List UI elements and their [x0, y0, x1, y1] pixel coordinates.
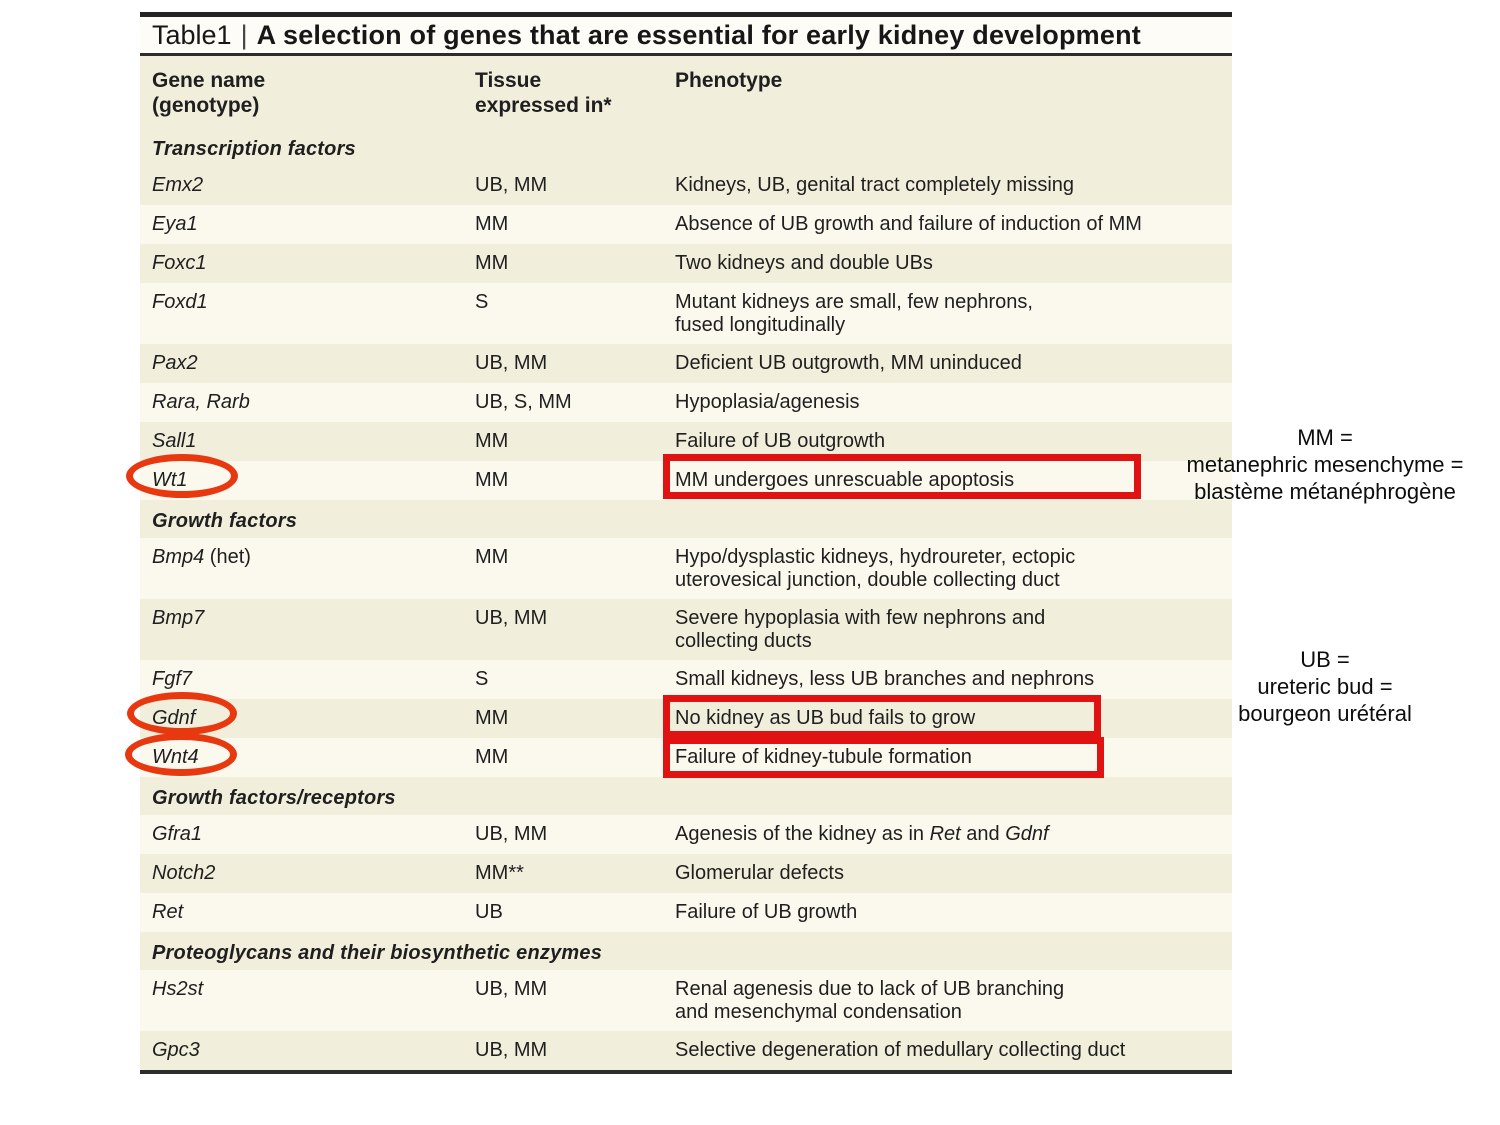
- phenotype-line: Severe hypoplasia with few nephrons and: [675, 607, 1046, 629]
- gene-name-cell: Hs2st: [152, 978, 204, 1000]
- tissue-cell: S: [475, 291, 489, 313]
- note-line: UB =: [1300, 647, 1350, 672]
- gene-row: [140, 538, 1232, 599]
- phenotype-cell: [663, 607, 1232, 653]
- gene-name-cell: Gpc3: [152, 1039, 200, 1061]
- phenotype-cell: [663, 291, 1232, 337]
- gene-row: [140, 815, 1232, 854]
- tissue-cell: UB, MM: [475, 1039, 548, 1061]
- tissue-cell: UB, MM: [475, 352, 548, 374]
- phenotype-line: Hypoplasia/agenesis: [675, 391, 860, 413]
- phenotype-cell: [663, 978, 1232, 1024]
- gene-row: [140, 738, 1232, 777]
- phenotype-line: Renal agenesis due to lack of UB branching: [675, 978, 1065, 1000]
- column-header-gene-name: [140, 68, 463, 118]
- phenotype-line: Absence of UB growth and failure of induction of MM: [675, 213, 1142, 235]
- title-separator: |: [240, 20, 248, 50]
- phenotype-line: uterovesical junction, double collecting duct: [675, 569, 1060, 591]
- gene-name-cell: Emx2: [152, 174, 204, 196]
- phenotype-cell: [663, 546, 1232, 592]
- gene-name-cell: Gfra1: [152, 823, 203, 845]
- tissue-cell: S: [475, 668, 489, 690]
- section-label: Growth factors/receptors: [152, 787, 396, 809]
- phenotype-line: No kidney as UB bud fails to grow: [675, 707, 976, 729]
- header-line: Phenotype: [675, 69, 783, 92]
- tissue-cell: MM: [475, 213, 509, 235]
- gene-row: [140, 854, 1232, 893]
- section-header-row: [140, 500, 1232, 538]
- phenotype-line: Mutant kidneys are small, few nephrons,: [675, 291, 1033, 313]
- table-number-label: Table1: [152, 20, 232, 50]
- gene-name-cell: Sall1: [152, 430, 197, 452]
- tissue-cell: UB: [475, 901, 503, 923]
- gene-name-cell: Pax2: [152, 352, 198, 374]
- gene-name-cell: Rara, Rarb: [152, 391, 250, 413]
- gene-row: [140, 893, 1232, 932]
- tissue-cell: MM: [475, 746, 509, 768]
- table-title-text: A selection of genes that are essential for early kidney development: [256, 20, 1141, 50]
- column-header-tissue: [463, 68, 663, 118]
- table-rows: [140, 128, 1232, 1070]
- gene-name-cell: Wt1: [152, 469, 188, 491]
- phenotype-line: MM undergoes unrescuable apoptosis: [675, 469, 1015, 491]
- gene-row: [140, 699, 1232, 738]
- phenotype-line: Selective degeneration of medullary collecting duct: [675, 1039, 1126, 1061]
- header-line: expressed in*: [475, 94, 612, 117]
- phenotype-line: Deficient UB outgrowth, MM uninduced: [675, 352, 1022, 374]
- tissue-cell: UB, MM: [475, 607, 548, 629]
- gene-row: [140, 283, 1232, 344]
- gene-name-cell: Eya1: [152, 213, 198, 235]
- gene-name-cell: Foxd1: [152, 291, 208, 313]
- phenotype-cell: [663, 352, 1232, 375]
- table-title-band: [140, 17, 1232, 56]
- phenotype-cell: [663, 1039, 1232, 1062]
- phenotype-line: Failure of UB growth: [675, 901, 858, 923]
- section-header-row: [140, 128, 1232, 166]
- note-line: ureteric bud =: [1257, 674, 1393, 699]
- phenotype-cell: [663, 174, 1232, 197]
- phenotype-cell: [663, 746, 1232, 769]
- phenotype-line: fused longitudinally: [675, 314, 846, 336]
- gene-name-cell: Gdnf: [152, 707, 196, 729]
- gene-name-cell: Bmp7: [152, 607, 205, 629]
- gene-name-cell: Wnt4: [152, 746, 199, 768]
- gene-row: [140, 461, 1232, 500]
- phenotype-cell: [663, 252, 1232, 275]
- phenotype-line: collecting ducts: [675, 630, 812, 652]
- phenotype-cell: [663, 469, 1232, 492]
- table-body: [140, 56, 1232, 1074]
- mm-definition-note: [1160, 424, 1490, 505]
- tissue-cell: UB, MM: [475, 978, 548, 1000]
- section-header-row: [140, 932, 1232, 970]
- tissue-cell: UB, S, MM: [475, 391, 572, 413]
- gene-row: [140, 344, 1232, 383]
- gene-name-cell: Fgf7: [152, 668, 193, 690]
- gene-row: [140, 244, 1232, 283]
- tissue-cell: MM**: [475, 862, 524, 884]
- gene-name-cell: Foxc1: [152, 252, 207, 274]
- gene-row: [140, 660, 1232, 699]
- ub-definition-note: [1160, 646, 1490, 727]
- gene-row: [140, 166, 1232, 205]
- tissue-cell: MM: [475, 252, 509, 274]
- note-line: metanephric mesenchyme =: [1186, 452, 1464, 477]
- gene-row: [140, 205, 1232, 244]
- section-header-row: [140, 777, 1232, 815]
- gene-row: [140, 1031, 1232, 1070]
- gene-name-cell: Notch2: [152, 862, 216, 884]
- section-label: Proteoglycans and their biosynthetic enzymes: [152, 942, 603, 964]
- phenotype-cell: [663, 668, 1232, 691]
- note-line: blastème métanéphrogène: [1194, 479, 1456, 504]
- phenotype-line: Glomerular defects: [675, 862, 844, 884]
- tissue-cell: UB, MM: [475, 174, 548, 196]
- phenotype-line: Failure of kidney-tubule formation: [675, 746, 972, 768]
- phenotype-cell: [663, 707, 1232, 730]
- phenotype-line: Hypo/dysplastic kidneys, hydroureter, ectopic: [675, 546, 1076, 568]
- phenotype-line: Kidneys, UB, genital tract completely missing: [675, 174, 1075, 196]
- phenotype-line: Small kidneys, less UB branches and nephrons: [675, 668, 1095, 690]
- note-line: MM =: [1297, 425, 1353, 450]
- note-line: bourgeon urétéral: [1238, 701, 1412, 726]
- gene-name-cell: Bmp4 (het): [152, 546, 251, 568]
- phenotype-cell: [663, 430, 1232, 453]
- tissue-cell: UB, MM: [475, 823, 548, 845]
- kidney-genes-table: [140, 12, 1232, 1074]
- phenotype-cell: [663, 823, 1232, 846]
- tissue-cell: MM: [475, 707, 509, 729]
- header-line: Gene name: [152, 69, 266, 92]
- gene-row: [140, 970, 1232, 1031]
- section-label: Growth factors: [152, 510, 298, 532]
- section-label: Transcription factors: [152, 138, 356, 160]
- phenotype-line: Two kidneys and double UBs: [675, 252, 933, 274]
- phenotype-line: and mesenchymal condensation: [675, 1001, 962, 1023]
- phenotype-cell: [663, 901, 1232, 924]
- phenotype-cell: [663, 862, 1232, 885]
- phenotype-line: Failure of UB outgrowth: [675, 430, 886, 452]
- table-header-row: [140, 60, 1232, 128]
- phenotype-cell: [663, 213, 1232, 236]
- phenotype-cell: [663, 391, 1232, 414]
- gene-row: [140, 383, 1232, 422]
- gene-row: [140, 599, 1232, 660]
- tissue-cell: MM: [475, 469, 509, 491]
- phenotype-line: Agenesis of the kidney as in Ret and Gdnf: [675, 823, 1049, 845]
- header-line: Tissue: [475, 69, 542, 92]
- tissue-cell: MM: [475, 430, 509, 452]
- gene-name-cell: Ret: [152, 901, 184, 923]
- column-header-phenotype: [663, 68, 1232, 93]
- tissue-cell: MM: [475, 546, 509, 568]
- header-line: (genotype): [152, 94, 260, 117]
- gene-row: [140, 422, 1232, 461]
